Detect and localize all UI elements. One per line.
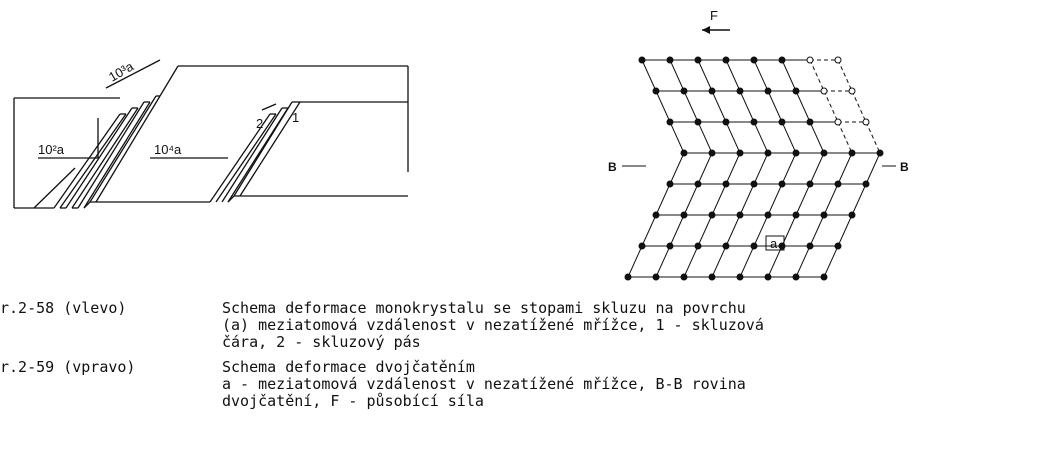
twinning-lattice-diagram [600,0,920,290]
lattice-atom [765,212,771,218]
lattice-bond [796,91,810,122]
caption-line: Schema deformace monokrystalu se stopami skluzu na povrchu [222,299,746,317]
slip-deformation-diagram [0,40,430,280]
lattice-atom [723,243,729,249]
lattice-bond [768,91,782,122]
lattice-bond [824,91,838,122]
caption-text [222,359,1058,410]
lattice-atom [737,274,743,280]
lattice-atom [639,57,645,63]
caption-line: a - meziatomová vzdálenost v nezatížené mřížce, B-B rovina [222,375,746,393]
lattice-bond [726,122,740,153]
lattice-atom [681,88,687,94]
lattice-bond [782,122,796,153]
lattice-atom [751,57,757,63]
lattice-bond [712,91,726,122]
spacing-label: a [770,236,778,251]
lattice-bond [656,246,670,277]
lattice-atom [723,57,729,63]
caption-line: (a) meziatomová vzdálenost v nezatížené mřížce, 1 - skluzová [222,316,764,334]
lattice-bond [810,153,824,184]
lattice-atom [793,88,799,94]
lattice-atom [737,88,743,94]
lattice-bond [838,153,852,184]
caption-line: dvojčatění, F - působící síla [222,392,484,410]
lattice-bond [670,153,684,184]
lattice-atom [667,181,673,187]
lattice-bond [670,215,684,246]
lattice-bond [670,60,684,91]
lattice-bond [866,153,880,184]
lattice-bond [642,60,656,91]
lattice-atom [667,119,673,125]
caption-line: čára, 2 - skluzový pás [222,333,421,351]
lattice-bond [852,184,866,215]
caption-label: r.2-59 (vpravo) [0,358,136,376]
lattice-atom [807,181,813,187]
lattice-atom [849,88,855,94]
lattice-atom [709,150,715,156]
force-label: F [710,8,718,23]
lattice-bond [796,184,810,215]
lattice-atom [667,57,673,63]
lattice-atom [695,181,701,187]
lattice-bond [684,91,698,122]
lattice-atom [737,150,743,156]
lattice-bond [656,184,670,215]
lattice-atom [765,150,771,156]
lattice-bond [740,184,754,215]
lattice-atom [835,57,841,63]
lattice-atom [849,212,855,218]
lattice-atom [821,274,827,280]
lattice-bond [838,122,852,153]
lattice-bond [824,246,838,277]
lattice-bond [740,91,754,122]
lattice-atom [793,212,799,218]
dim-label-left: 10²a [38,142,65,157]
lattice-bond [670,122,684,153]
lattice-atom [695,243,701,249]
lattice-atom [653,212,659,218]
lattice-atom [835,181,841,187]
lattice-atom [863,119,869,125]
lattice-atom [723,181,729,187]
lattice-atom [793,274,799,280]
lattice-bond [698,60,712,91]
lattice-atom [779,181,785,187]
lattice-atom [667,243,673,249]
lattice-atom [821,212,827,218]
lattice-atom [751,243,757,249]
lattice-bond [838,60,852,91]
lattice-atom [821,150,827,156]
lattice-bond [628,246,642,277]
lattice-bond [852,91,866,122]
lattice-atom [849,150,855,156]
lattice-bond [866,122,880,153]
lattice-atom [765,274,771,280]
lattice-bond [656,91,670,122]
caption-text [222,300,1058,351]
lattice-atom [835,243,841,249]
lattice-bond [726,215,740,246]
lattice-bond [698,122,712,153]
lattice-atom [807,119,813,125]
lattice-atom [653,274,659,280]
lattice-bond [810,215,824,246]
lattice-bond [698,153,712,184]
figure-captions [0,300,1058,418]
lattice-bond [782,153,796,184]
lattice-atoms [625,57,883,280]
lattice-atom [877,150,883,156]
label-slip-line: 1 [292,110,300,125]
lattice-bond [796,246,810,277]
lattice-bond [726,153,740,184]
lattice-atom [793,150,799,156]
lattice-bond [740,246,754,277]
lattice-atom [751,181,757,187]
lattice-bond [768,184,782,215]
lattice-atom [779,119,785,125]
lattice-bond [782,60,796,91]
lattice-bond [810,60,824,91]
lattice-atom [695,119,701,125]
lattice-bond [698,215,712,246]
lattice-atom [681,274,687,280]
label-slip-band: 2 [256,116,264,131]
lattice-bond [712,184,726,215]
lattice-atom [681,150,687,156]
lattice-atom [765,88,771,94]
lattice-bond [684,184,698,215]
lattice-atom [695,57,701,63]
lattice-atom [807,243,813,249]
dim-label-middle: 10⁴a [154,142,182,157]
lattice-atom [779,57,785,63]
lattice-atom [751,119,757,125]
twin-plane-label-left: B [608,160,617,174]
lattice-bond [810,122,824,153]
lattice-atom [639,243,645,249]
lattice-atom [625,274,631,280]
lattice-bond [754,153,768,184]
lattice-bond [754,122,768,153]
lattice-atom [807,57,813,63]
lattice-atom [653,88,659,94]
lattice-bond [684,246,698,277]
lattice-atom [863,181,869,187]
lattice-atom [821,88,827,94]
lattice-bond [726,60,740,91]
lattice-bond [838,215,852,246]
lattice-atom [709,274,715,280]
lattice-atom [723,119,729,125]
lattice-bond [712,246,726,277]
dim-label-top: 10³a [106,58,137,85]
lattice-atom [709,212,715,218]
lattice-atom [835,119,841,125]
lattice-bond [824,184,838,215]
lattice-atom [709,88,715,94]
caption-2-59 [0,359,1058,410]
lattice-atom [681,212,687,218]
twin-plane-label-right: B [900,160,909,174]
lattice-bond [642,215,656,246]
caption-line: Schema deformace dvojčatěním [222,358,475,376]
force-arrow [702,26,730,34]
lattice-atom [737,212,743,218]
lattice-bond [754,60,768,91]
caption-2-58 [0,300,1058,351]
caption-label: r.2-58 (vlevo) [0,299,127,317]
